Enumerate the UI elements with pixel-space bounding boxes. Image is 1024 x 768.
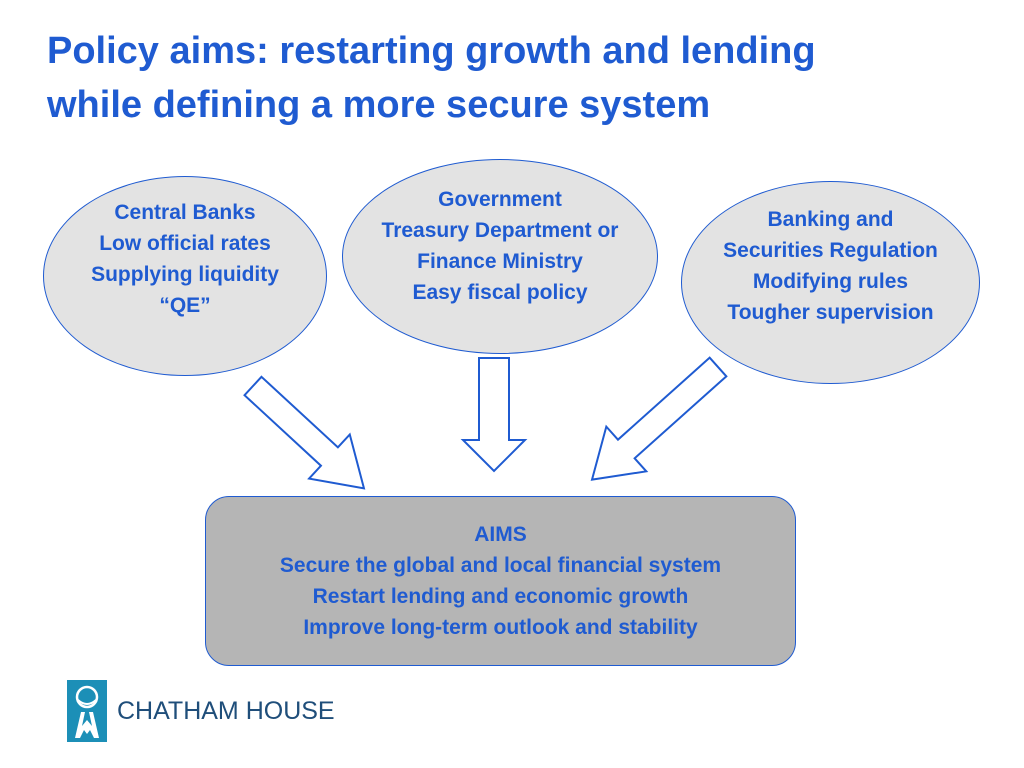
aims-heading: AIMS — [474, 523, 527, 546]
banking-regulation-oval — [681, 181, 980, 384]
government-item: Finance Ministry — [417, 249, 583, 273]
aims-box — [205, 496, 796, 666]
arrow-down-icon — [463, 358, 525, 471]
government-item: Treasury Department or — [381, 218, 619, 242]
central-banks-item: “QE” — [159, 294, 211, 317]
arrow-left-icon — [233, 364, 385, 510]
banking-heading: Banking and — [767, 207, 894, 231]
banking-item: Modifying rules — [752, 269, 909, 293]
slide-title-line-1: Policy aims: restarting growth and lending — [47, 30, 816, 72]
central-banks-heading: Central Banks — [114, 201, 256, 224]
central-banks-oval — [43, 176, 327, 376]
aims-item: Secure the global and local financial system — [279, 554, 722, 577]
government-oval — [342, 159, 658, 354]
central-banks-item: Low official rates — [99, 232, 271, 255]
chatham-house-emblem-icon — [67, 680, 107, 742]
central-banks-item: Supplying liquidity — [91, 263, 279, 286]
logo-text: CHATHAM HOUSE — [117, 696, 335, 725]
banking-item: Tougher supervision — [727, 300, 934, 324]
aims-item: Restart lending and economic growth — [312, 585, 689, 608]
arrow-right-icon — [572, 345, 738, 502]
slide-title-line-2: while defining a more secure system — [47, 84, 711, 126]
banking-heading: Securities Regulation — [723, 238, 938, 262]
slide-title — [47, 24, 1007, 132]
government-item: Easy fiscal policy — [412, 280, 588, 304]
chatham-house-logo — [67, 680, 335, 742]
government-heading: Government — [438, 187, 562, 211]
aims-item: Improve long-term outlook and stability — [303, 616, 698, 639]
